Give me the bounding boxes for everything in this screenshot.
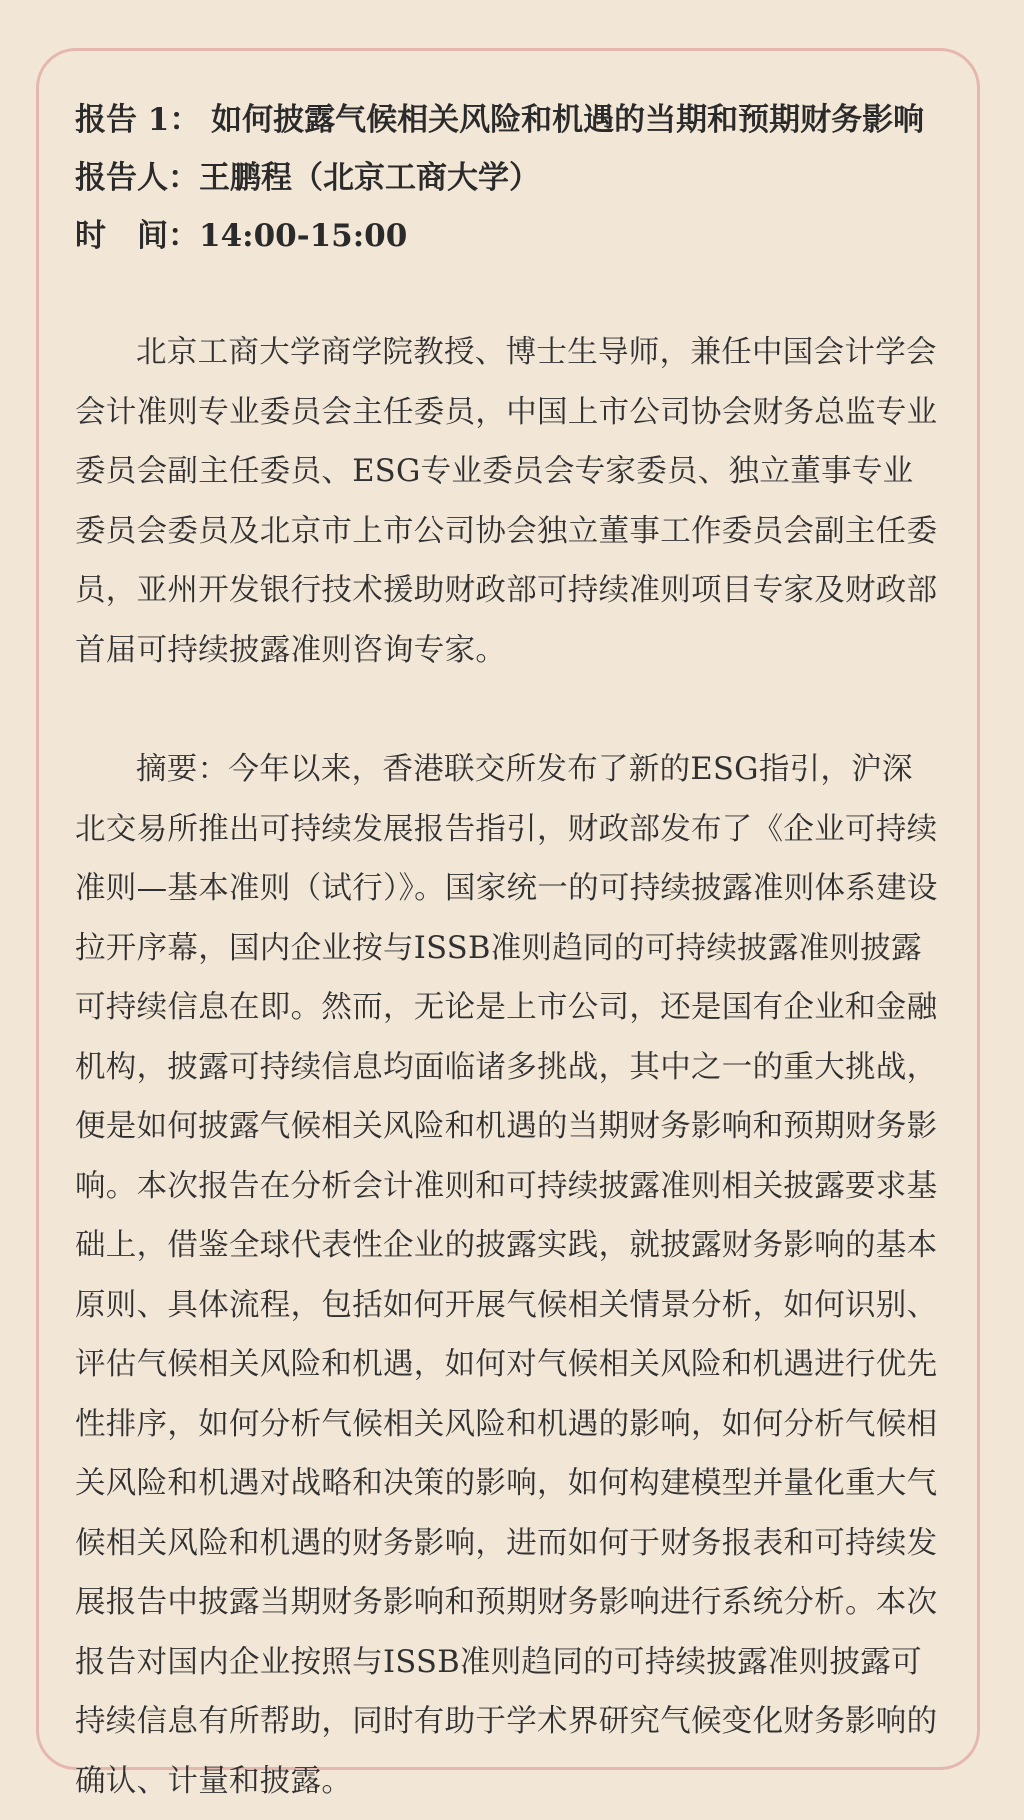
report-time: 时 间：14:00-15:00 bbox=[75, 218, 408, 254]
report-title: 报告 1： 如何披露气候相关风险和机遇的当期和预期财务影响 bbox=[75, 102, 925, 138]
report-card bbox=[36, 48, 980, 1799]
report-speaker: 报告人：王鹏程（北京工商大学） bbox=[75, 160, 540, 196]
report-abstract: 摘要：今年以来，香港联交所发布了新的ESG指引，沪深北交易所推出可持续发展报告指引，财政部发布了《企业可持续准则—基本准则（试行）》。国家统一的可持续披露准则体系建设拉开序幕，国内企业按与ISSB准则趋同的可持续披露准则披露可持续信息在即。然而，无论是上市公司，还是国有企业和金融机构，披露可持续信息均面临诸多挑战，其中之一的重大挑战，便是如何披露气候相关风险和机遇的当期财务影响和预期财务影响。本次报告在分析会计准则和可持续披露准则相关披露要求基础上，借鉴全球代表性企业的披露实践，就披露财务影响的基本原则、具体流程，包括如何开展气候相关情景分析，如何识别、评估气候相关风险和机遇，如何对气候相关风险和机遇进行优先性排序，如何分析气候相关风险和机遇的影响，如何分析气候相关风险和机遇对战略和决策的影响，如何构建模型并量化重大气候相关风险和机遇的财务影响，进而如何于财务报表和可持续发展报告中披露当期财务影响和预期财务影响进行系统分析。本次报告对国内企业按照与ISSB准则趋同的可持续披露准则披露可持续信息有所帮助，同时有助于学术界研究气候变化财务影响的确认、计量和披露。 bbox=[75, 752, 938, 1799]
spacer bbox=[75, 680, 941, 740]
speaker-bio: 北京工商大学商学院教授、博士生导师，兼任中国会计学会会计准则专业委员会主任委员，中国上市公司协会财务总监专业委员会副主任委员、ESG专业委员会专家委员、独立董事专业委员会委员及北京市上市公司协会独立董事工作委员会副主任委员，亚州开发银行技术援助财政部可持续准则项目专家及财政部首届可持续披露准则咨询专家。 bbox=[75, 335, 938, 668]
spacer bbox=[75, 265, 941, 323]
